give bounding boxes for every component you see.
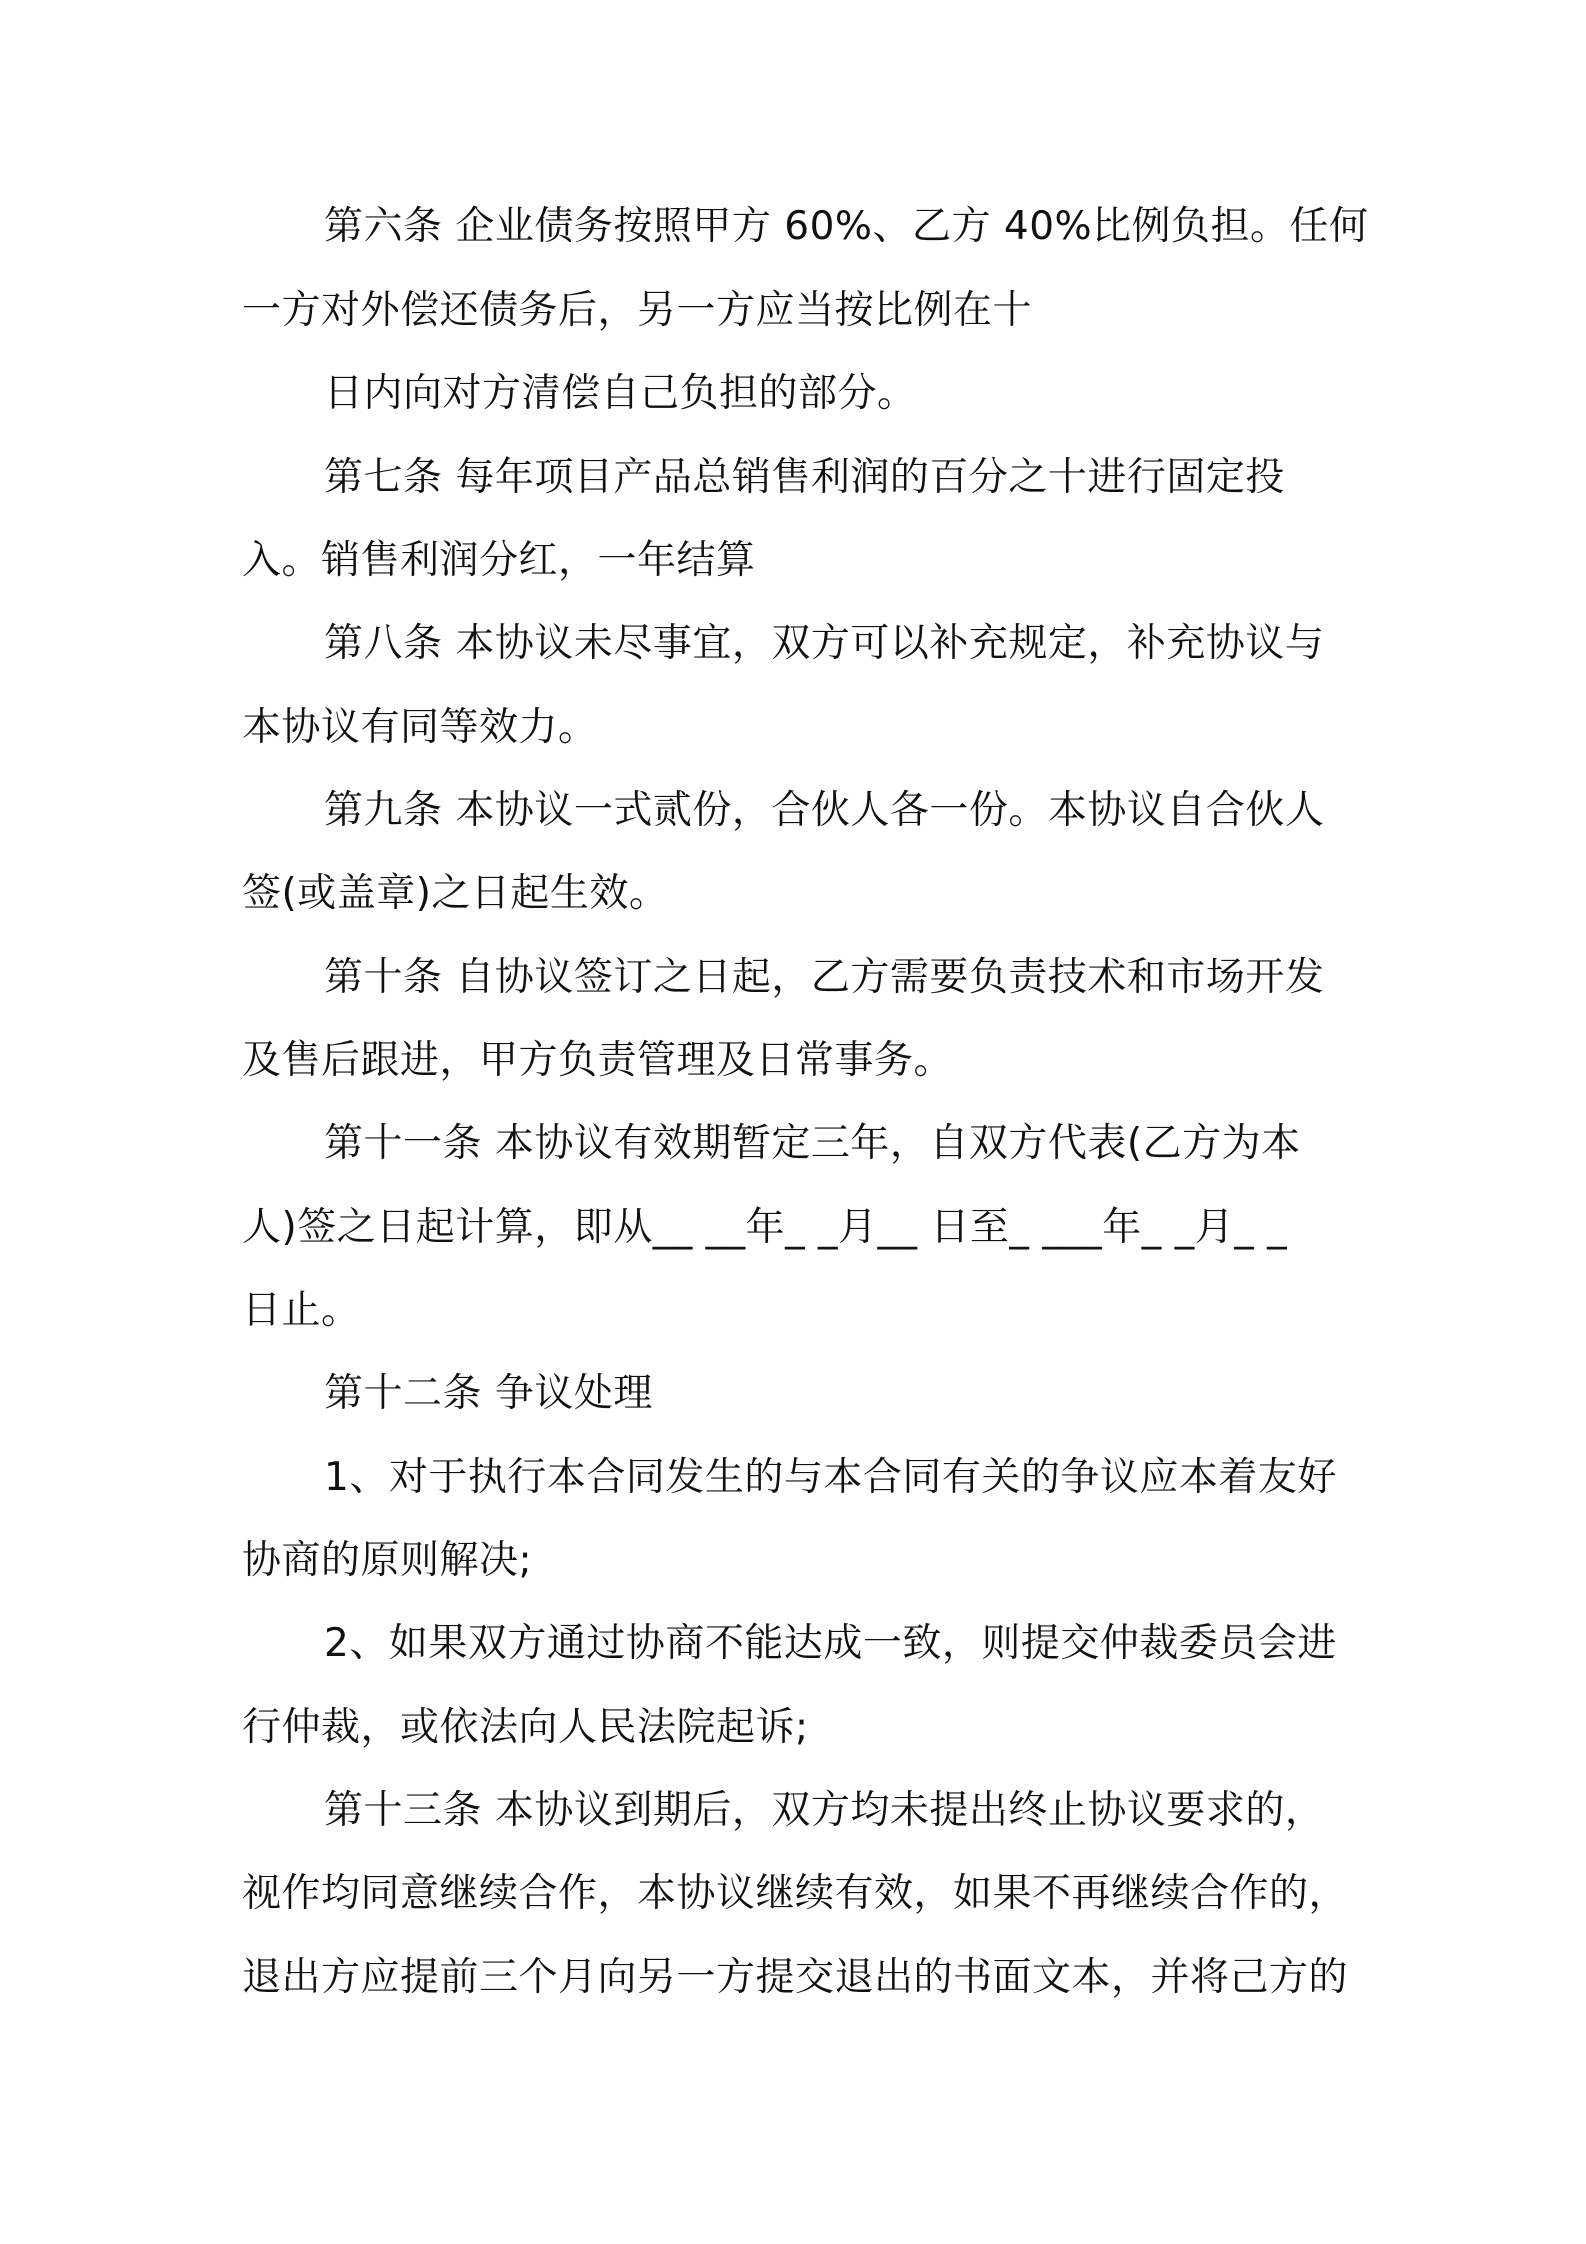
clause-13-line-3: 退出方应提前三个月向另一方提交退出的书面文本，并将己方的 (242, 1955, 1349, 2000)
clause-12-item-1-line-1: 1、对于执行本合同发生的与本合同有关的争议应本着友好 (324, 1455, 1337, 1500)
clause-11-line-3: 日止。 (242, 1288, 361, 1333)
clause-8-line-2: 本协议有同等效力。 (242, 705, 598, 750)
clause-11-line-1: 第十一条 本协议有效期暂定三年，自双方代表(乙方为本 (324, 1121, 1301, 1166)
clause-7-line-1: 第七条 每年项目产品总销售利润的百分之十进行固定投 (324, 455, 1285, 500)
clause-12-heading: 第十二条 争议处理 (324, 1371, 653, 1416)
clause-6-line-2: 一方对外偿还债务后，另一方应当按比例在十 (242, 288, 1033, 333)
clause-12-item-2-line-2: 行仲裁，或依法向人民法院起诉; (242, 1705, 809, 1750)
clause-9-line-2: 签(或盖章)之日起生效。 (242, 871, 669, 916)
clause-12-item-2-line-1: 2、如果双方通过协商不能达成一致，则提交仲裁委员会进 (324, 1621, 1337, 1666)
clause-7-line-2: 入。销售利润分红，一年结算 (242, 538, 756, 583)
clause-13-line-2: 视作均同意继续合作，本协议继续有效，如果不再继续合作的， (242, 1871, 1349, 1916)
clause-10-line-2: 及售后跟进，甲方负责管理及日常事务。 (242, 1038, 954, 1083)
clause-12-item-1-line-2: 协商的原则解决; (242, 1538, 533, 1583)
clause-6-line-3: 日内向对方清偿自己负担的部分。 (324, 371, 917, 416)
clause-8-line-1: 第八条 本协议未尽事宜，双方可以补充规定，补充协议与 (324, 621, 1325, 666)
clause-13-line-1: 第十三条 本协议到期后，双方均未提出终止协议要求的， (324, 1788, 1325, 1833)
clause-10-line-1: 第十条 自协议签订之日起，乙方需要负责技术和市场开发 (324, 955, 1325, 1000)
clause-11-line-2: 人)签之日起计算，即从__ __年_ _月__ 日至_ ___年_ _月_ _ (242, 1205, 1288, 1250)
clause-6-line-1: 第六条 企业债务按照甲方 60%、乙方 40%比例负担。任何 (324, 204, 1369, 249)
clause-9-line-1: 第九条 本协议一式贰份，合伙人各一份。本协议自合伙人 (324, 788, 1325, 833)
